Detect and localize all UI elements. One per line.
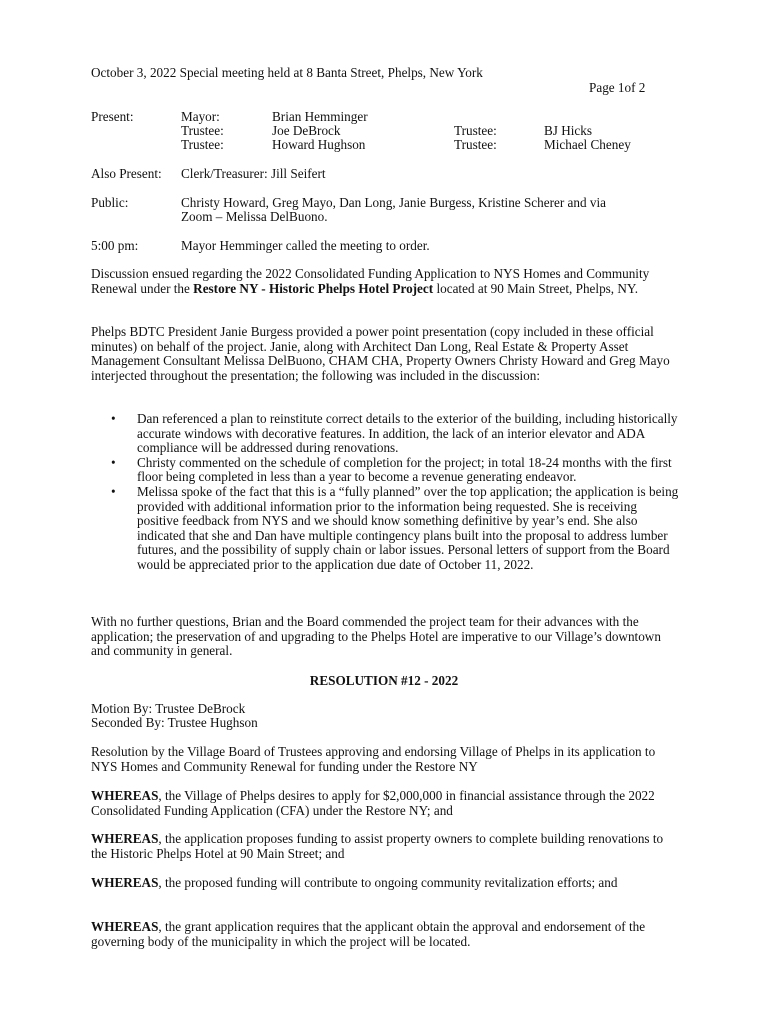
present-label: Present: <box>91 109 134 124</box>
bullet-icon: • <box>111 454 116 470</box>
whereas-label: WHEREAS <box>91 831 159 846</box>
whereas-clause-2 <box>91 832 681 861</box>
trustee-role-4: Trustee: <box>454 137 497 152</box>
conclusion-text: With no further questions, Brian and the Board commended the project team for their advances with the application; the preservation of and upgrading to the Phelps Hotel are imperative to our Village’s downtown and community in general. <box>91 614 661 659</box>
conclusion-paragraph <box>91 615 677 659</box>
page-number: Page 1of 2 <box>589 80 646 95</box>
whereas-text: , the grant application requires that the applicant obtain the approval and endorsement of the governing body of the municipality in which the project will be located. <box>91 919 646 949</box>
seconded-by: Seconded By: Trustee Hughson <box>91 715 258 730</box>
public-line-1: Christy Howard, Greg Mayo, Dan Long, Janie Burgess, Kristine Scherer and via <box>181 195 606 210</box>
whereas-label: WHEREAS <box>91 788 159 803</box>
call-to-order-text: Mayor Hemminger called the meeting to order. <box>181 238 430 253</box>
trustee-name-4: Michael Cheney <box>544 137 631 152</box>
bullet-item-dan <box>111 412 681 456</box>
mayor-role: Mayor: <box>181 109 220 124</box>
bullet-item-melissa <box>111 485 681 573</box>
whereas-text: , the proposed funding will contribute to ongoing community revitalization efforts; and <box>158 875 618 890</box>
bullet-text: Dan referenced a plan to reinstitute correct details to the exterior of the building, including historically accurate windows with decorative features. In addition, the lack of an interior elevator and ADA compliance will be addressed during renovations. <box>137 411 678 456</box>
public-label: Public: <box>91 195 129 210</box>
resolution-heading: RESOLUTION #12 - 2022 <box>309 673 459 688</box>
discussion-text-start: Discussion ensued regarding the 2022 Consolidated Funding Application to NYS Homes and Community Renewal under the <box>91 266 650 296</box>
meeting-title: October 3, 2022 Special meeting held at 8 Banta Street, Phelps, New York <box>91 65 483 80</box>
bullet-text: Christy commented on the schedule of completion for the project; in total 18-24 months with the first floor being completed in less than a year to become a revenue generating endeavor. <box>137 454 672 485</box>
bullet-icon: • <box>111 483 116 499</box>
mayor-name: Brian Hemminger <box>272 109 368 124</box>
trustee-role-3: Trustee: <box>454 123 497 138</box>
discussion-text-end: located at 90 Main Street, Phelps, NY. <box>433 280 639 296</box>
whereas-text: , the application proposes funding to assist property owners to complete building renovations to the Historic Phelps Hotel at 90 Main Street; and <box>91 831 664 861</box>
whereas-clause-3 <box>91 876 681 891</box>
trustee-name-1: Joe DeBrock <box>272 123 341 138</box>
resolution-intro-text: Resolution by the Village Board of Trustees approving and endorsing Village of Phelps in its application to NYS Homes and Community Renewal for funding under the Restore NY <box>91 744 656 774</box>
presentation-paragraph <box>91 325 675 383</box>
project-name: Restore NY - Historic Phelps Hotel Project <box>193 280 434 296</box>
trustee-role-1: Trustee: <box>181 123 224 138</box>
whereas-text: , the Village of Phelps desires to apply for $2,000,000 in financial assistance through the 2022 Consolidated Funding Application (CFA) under the Restore NY; and <box>91 788 655 818</box>
trustee-name-3: BJ Hicks <box>544 123 592 138</box>
whereas-label: WHEREAS <box>91 919 159 934</box>
bullet-text: Melissa spoke of the fact that this is a “fully planned” over the top application; the application is being provided with additional information prior to the information being requested. She is receiving positive feedback from NYS and we should know something definitive by year’s end. She also indicated that she and Dan have multiple contingency plans built into the proposal to address lumber futures, and the possibility of supply chain or labor issues. Personal letters of support from the Board would be appreciated prior to the application due date of October 11, 2022. <box>137 483 679 572</box>
resolution-intro <box>91 745 671 774</box>
public-line-2: Zoom – Melissa DelBuono. <box>181 209 328 224</box>
bullet-item-christy <box>111 456 681 485</box>
whereas-label: WHEREAS <box>91 875 159 890</box>
whereas-clause-4 <box>91 920 681 949</box>
presentation-text: Phelps BDTC President Janie Burgess provided a power point presentation (copy included in these official minutes) on behalf of the project. Janie, along with Architect Dan Long, Real Estate & Property Asset Management Consultant Melissa DelBuono, CHAM CHA, Property Owners Christy Howard and Greg Mayo interjected throughout the presentation; the following was included in the discussion: <box>91 324 670 383</box>
trustee-name-2: Howard Hughson <box>272 137 366 152</box>
also-present-value: Clerk/Treasurer: Jill Seifert <box>181 166 326 181</box>
bullet-icon: • <box>111 411 116 426</box>
trustee-role-2: Trustee: <box>181 137 224 152</box>
discussion-paragraph <box>91 267 687 296</box>
motion-by: Motion By: Trustee DeBrock <box>91 701 246 716</box>
call-to-order-time: 5:00 pm: <box>91 238 139 253</box>
also-present-label: Also Present: <box>91 166 162 181</box>
whereas-clause-1 <box>91 789 681 818</box>
discussion-bullets <box>111 412 681 573</box>
